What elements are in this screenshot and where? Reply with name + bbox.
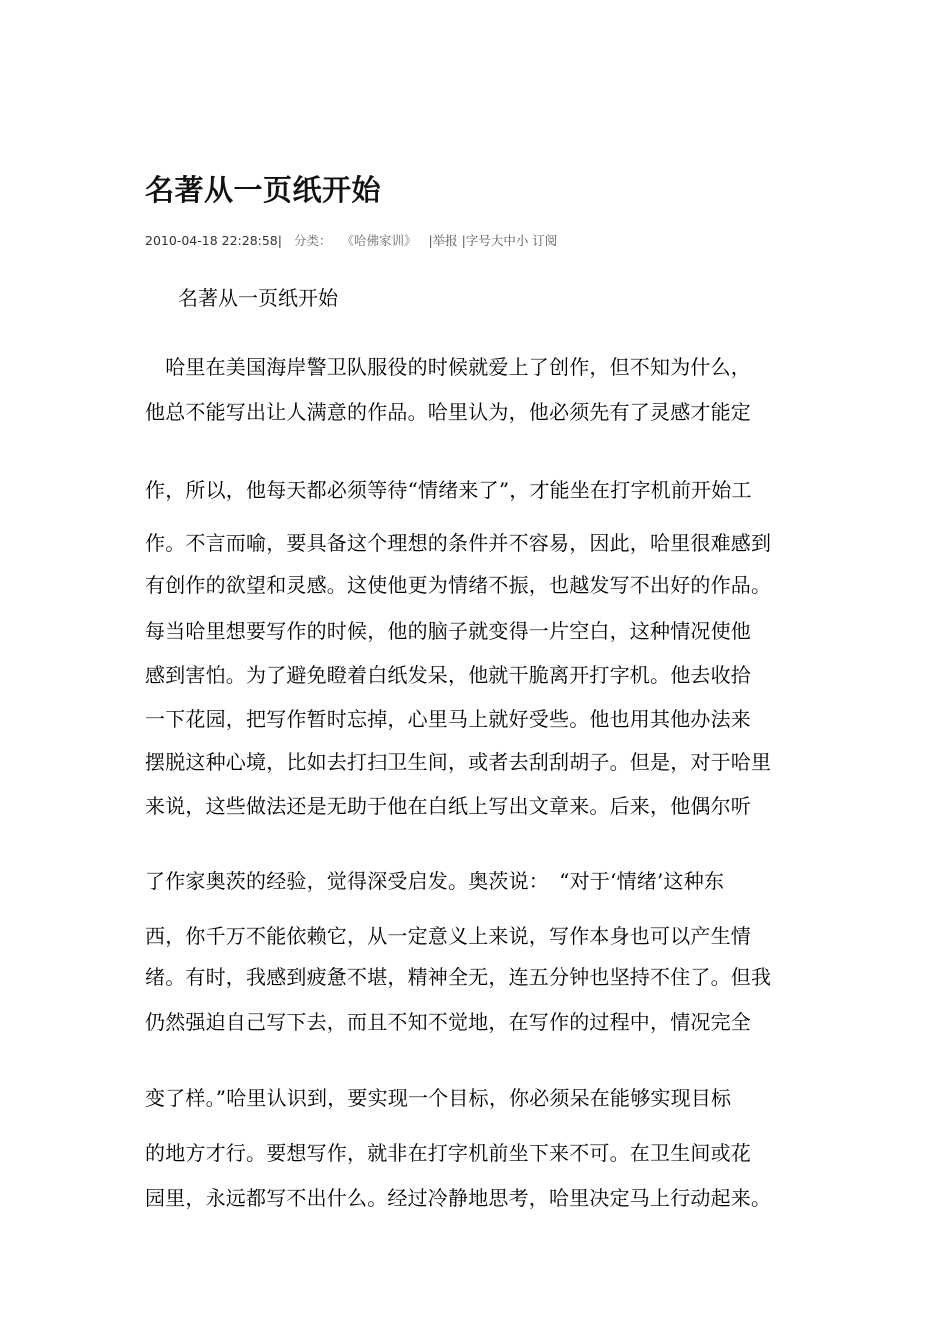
meta-separator: | [277,233,282,248]
category-label: 分类： [293,233,332,248]
subscribe-link[interactable]: 订阅 [532,233,558,248]
report-link[interactable]: |举报 [428,233,458,248]
category-link[interactable]: 《哈佛家训》 [341,233,417,248]
body-line: 园里，永远都写不出什么。经过冷静地思考，哈里决定马上行动起来。 [145,1186,772,1210]
body-line: 作。不言而喻，要具备这个理想的条件并不容易，因此，哈里很难感到 [145,531,772,555]
body-line: 哈里在美国海岸警卫队服役的时候就爱上了创作，但不知为什么， [145,355,751,379]
body-line: 作，所以，他每天都必须等待“情绪来了”，才能坐在打字机前开始工 [145,478,752,502]
body-line: 有创作的欲望和灵感。这使他更为情绪不振，也越发写不出好的作品。 [145,573,772,597]
body-line: 一下花园，把写作暂时忘掉，心里马上就好受些。他也用其他办法来 [145,707,751,731]
body-line: 来说，这些做法还是无助于他在白纸上写出文章来。后来，他偶尔听 [145,794,751,818]
body-line: 变了样。”哈里认识到，要实现一个目标，你必须呆在能够实现目标 [145,1086,732,1110]
body-line: 西，你千万不能依赖它，从一定意义上来说，写作本身也可以产生情 [145,924,751,948]
body-line: 的地方才行。要想写作，就非在打字机前坐下来不可。在卫生间或花 [145,1141,751,1165]
body-line: 绪。有时，我感到疲惫不堪，精神全无，连五分钟也坚持不住了。但我 [145,965,772,989]
body-line: 摆脱这种心境，比如去打扫卫生间，或者去刮刮胡子。但是，对于哈里 [145,750,772,774]
post-datetime: 2010-04-18 22:28:58 [145,233,278,248]
body-line: 了作家奥茨的经验，觉得深受启发。奥茨说： “对于‘情绪’这种东 [145,869,725,893]
article-meta [145,231,557,249]
article-title: 名著从一页纸开始 [145,173,382,207]
body-line: 仍然强迫自己写下去，而且不知不觉地，在写作的过程中，情况完全 [145,1010,751,1034]
article-subtitle: 名著从一页纸开始 [178,286,338,310]
font-size-control[interactable]: |字号大中小 [461,233,529,248]
body-line: 每当哈里想要写作的时候，他的脑子就变得一片空白，这种情况使他 [145,619,751,643]
body-line: 他总不能写出让人满意的作品。哈里认为，他必须先有了灵感才能定 [145,400,751,424]
body-line: 感到害怕。为了避免瞪着白纸发呆，他就干脆离开打字机。他去收拾 [145,663,751,687]
